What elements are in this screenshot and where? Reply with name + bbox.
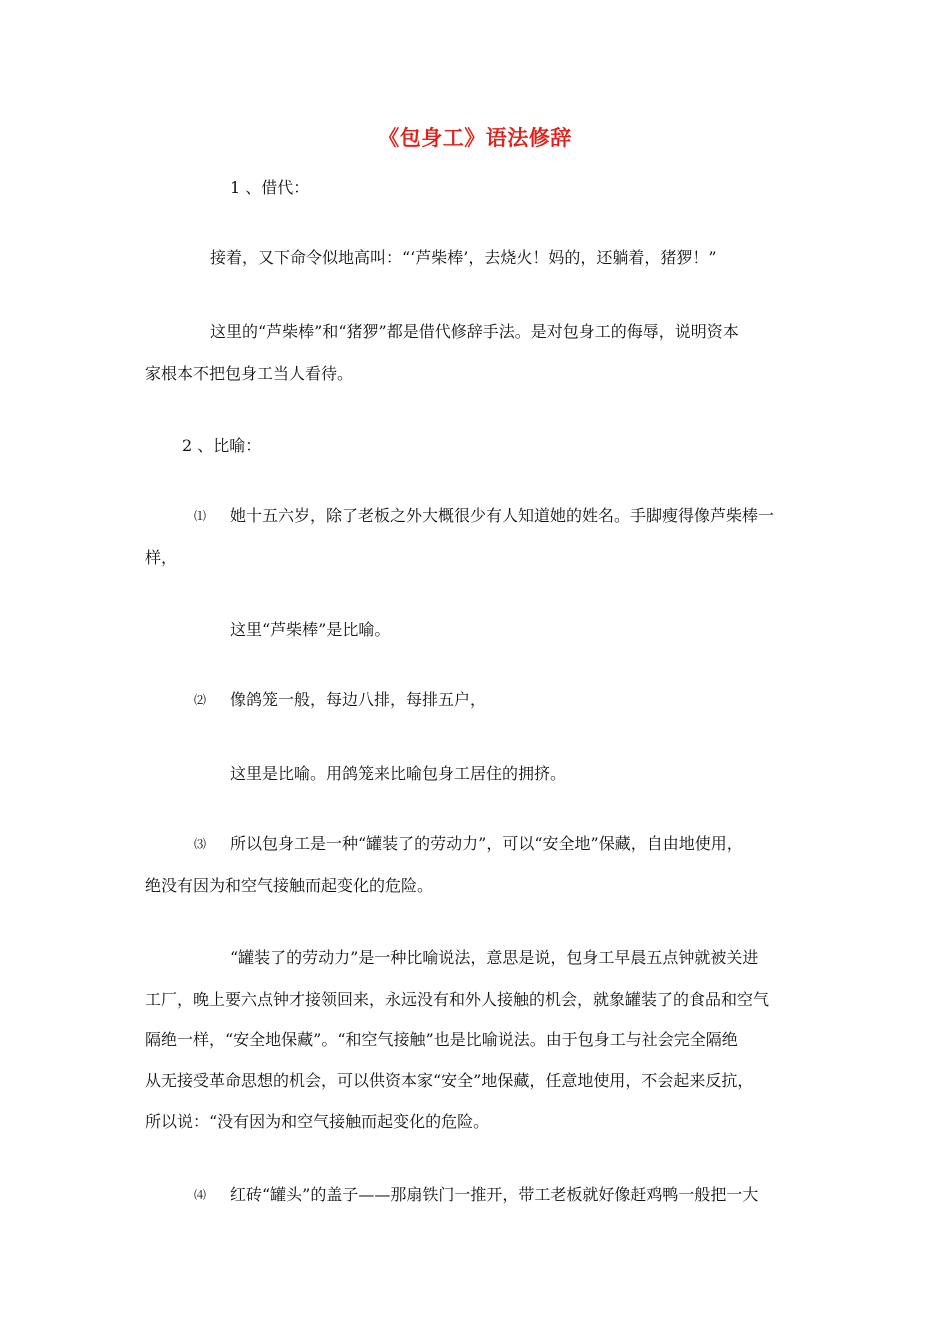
example-4-line-1: 红砖“罐头”的盖子——那扇铁门一推开，带工老板就好像赶鸡鸭一般把一大 (230, 1185, 759, 1204)
section-1-explanation-line-2: 家根本不把包身工当人看待。 (145, 364, 354, 383)
example-3-explanation-line-5: 所以说：“没有因为和空气接触而起变化的危险。 (145, 1112, 490, 1131)
example-1-number: ⑴ (194, 509, 207, 523)
example-1-line-1: 她十五六岁，除了老板之外大概很少有人知道她的姓名。手脚瘦得像芦柴棒一 (230, 506, 775, 525)
example-2-explanation: 这里是比喻。用鸽笼来比喻包身工居住的拥挤。 (230, 764, 567, 783)
example-3-number: ⑶ (194, 837, 207, 851)
example-3-explanation-line-4: 从无接受革命思想的机会，可以供资本家“安全”地保藏，任意地使用，不会起来反抗， (145, 1071, 754, 1090)
example-3-explanation-line-1: “罐装了的劳动力”是一种比喻说法，意思是说，包身工早晨五点钟就被关进 (230, 948, 759, 967)
section-1-quote: 接着，又下命令似地高叫：“‘芦柴棒’，去烧火！妈的，还躺着，猪猡！” (210, 248, 717, 267)
section-2-heading: 2 、比喻： (182, 436, 262, 455)
section-1-heading: 1 、借代： (230, 178, 310, 197)
example-1-explanation: 这里“芦柴棒”是比喻。 (230, 620, 391, 639)
example-2-line-1: 像鸽笼一般，每边八排，每排五户， (230, 690, 487, 709)
example-3-explanation-line-3: 隔绝一样，“安全地保藏”。“和空气接触”也是比喻说法。由于包身工与社会完全隔绝 (145, 1030, 738, 1049)
example-4-number: ⑷ (194, 1188, 207, 1202)
example-2-number: ⑵ (194, 693, 207, 707)
example-1-line-2: 样， (145, 548, 178, 567)
example-3-explanation-line-2: 工厂，晚上要六点钟才接领回来，永远没有和外人接触的机会，就象罐装了的食品和空气 (145, 990, 770, 1009)
example-3-line-2: 绝没有因为和空气接触而起变化的危险。 (145, 876, 434, 895)
section-1-explanation-line-1: 这里的“芦柴棒”和“猪猡”都是借代修辞手法。是对包身工的侮辱，说明资本 (210, 322, 739, 341)
example-3-line-1: 所以包身工是一种“罐装了的劳动力”，可以“安全地”保藏，自由地使用， (230, 834, 743, 853)
document-title: 《包身工》语法修辞 (378, 126, 572, 150)
